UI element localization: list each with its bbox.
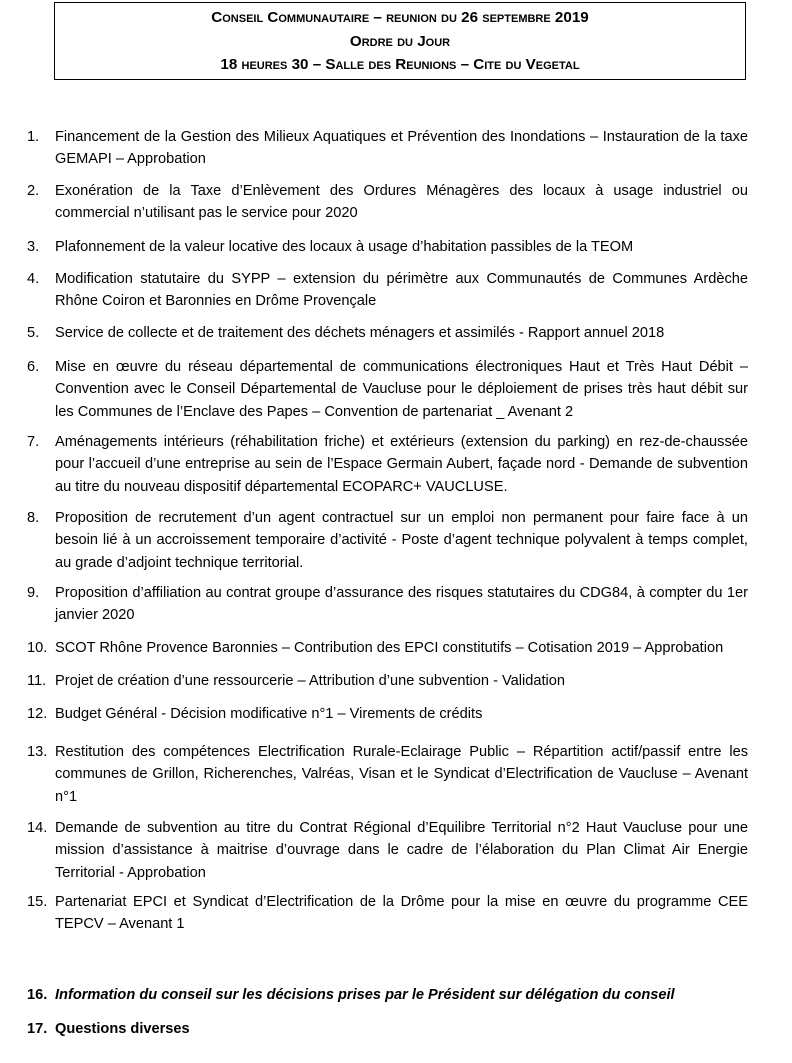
agenda-header: [54, 2, 746, 80]
meeting-time-place: 18 heures 30 – Salle des Reunions – Cite du Vegetal: [220, 56, 580, 73]
item-text: Proposition d’affiliation au contrat groupe d’assurance des risques statutaires du CDG84, à compter du 1er janvier 2020: [55, 585, 748, 624]
item-text: Service de collecte et de traitement des déchets ménagers et assimilés - Rapport annuel 2018: [55, 325, 665, 341]
agenda-item: [27, 703, 748, 725]
agenda-item: [27, 431, 748, 498]
item-text: Budget Général - Décision modificative n°1 – Virements de crédits: [55, 706, 483, 722]
item-text: Plafonnement de la valeur locative des locaux à usage d’habitation passibles de la TEOM: [55, 239, 634, 255]
item-number: 3.: [27, 239, 40, 255]
agenda-item: [27, 507, 748, 574]
item-number: 17.: [27, 1021, 48, 1037]
agenda-item: [27, 1018, 748, 1040]
item-text: Aménagements intérieurs (réhabilitation friche) et extérieurs (extension du parking) en rez-de-chaussée pour l’accueil d’une entreprise au sein de l’Espace Germain Aubert, façade nord - Demande de subvention au titre du nouveau dispositif départemental ECOPARC+ VAUCLUSE.: [55, 434, 748, 495]
agenda-item: [27, 637, 748, 659]
item-number: 8.: [27, 510, 40, 526]
item-text: Financement de la Gestion des Milieux Aquatiques et Prévention des Inondations – Instauration de la taxe GEMAPI – Approbation: [55, 129, 748, 168]
meeting-title: Conseil Communautaire – reunion du 26 septembre 2019: [211, 9, 589, 26]
item-number: 15.: [27, 894, 48, 910]
item-number: 7.: [27, 434, 40, 450]
item-number: 16.: [27, 987, 48, 1003]
item-text: Partenariat EPCI et Syndicat d’Electrification de la Drôme pour la mise en œuvre du programme CEE TEPCV – Avenant 1: [55, 894, 748, 933]
agenda-item: [27, 236, 748, 258]
agenda-title: Ordre du Jour: [349, 32, 451, 50]
item-number: 5.: [27, 325, 40, 341]
item-number: 11.: [27, 673, 47, 689]
item-text: Restitution des compétences Electrification Rurale-Eclairage Public – Répartition actif/passif entre les communes de Grillon, Richerenches, Valréas, Visan et le Syndicat d’Electrification de Vaucluse – Avenant n°1: [55, 744, 748, 805]
item-number: 10.: [27, 640, 48, 656]
agenda-item: [27, 582, 748, 627]
item-number: 13.: [27, 744, 48, 760]
agenda-item: [27, 670, 748, 692]
item-number: 9.: [27, 585, 40, 601]
item-number: 12.: [27, 706, 48, 722]
agenda-item: [27, 984, 748, 1006]
item-text: SCOT Rhône Provence Baronnies – Contribution des EPCI constitutifs – Cotisation 2019 – Approbation: [55, 640, 724, 656]
item-text: Proposition de recrutement d’un agent contractuel sur un emploi non permanent pour faire face à un besoin lié à un accroissement temporaire d’activité - Poste d’agent technique polyvalent à temps complet, au grade d’adjoint technique territorial.: [55, 510, 748, 571]
agenda-item: [27, 817, 748, 884]
item-text: Information du conseil sur les décisions prises par le Président sur délégation du conseil: [55, 987, 675, 1003]
item-text: Exonération de la Taxe d’Enlèvement des Ordures Ménagères des locaux à usage industriel ou commercial n’utilisant pas le service pour 2020: [55, 183, 748, 222]
item-number: 2.: [27, 183, 40, 199]
item-number: 1.: [27, 129, 40, 145]
agenda-item: [27, 180, 748, 225]
item-text: Mise en œuvre du réseau départemental de communications électroniques Haut et Très Haut Débit – Convention avec le Conseil Départemental de Vaucluse pour le déploiement de prises très haut débit sur les Communes de l’Enclave des Papes – Convention de partenariat _ Avenant 2: [55, 359, 748, 420]
agenda-item: [27, 891, 748, 936]
agenda-item: [27, 268, 748, 313]
item-text: Questions diverses: [55, 1021, 190, 1037]
item-number: 6.: [27, 359, 40, 375]
agenda-item: [27, 322, 748, 344]
item-number: 4.: [27, 271, 40, 287]
agenda-item: [27, 356, 748, 423]
item-text: Demande de subvention au titre du Contrat Régional d’Equilibre Territorial n°2 Haut Vaucluse pour une mission d’assistance à maitrise d’ouvrage dans le cadre de l’élaboration du Plan Climat Air Energie Territorial - Approbation: [55, 820, 748, 881]
item-number: 14.: [27, 820, 48, 836]
agenda-item: [27, 126, 748, 171]
agenda-item: [27, 741, 748, 808]
item-text: Modification statutaire du SYPP – extension du périmètre aux Communautés de Communes Ardèche Rhône Coiron et Baronnies en Drôme Provençale: [55, 271, 748, 310]
item-text: Projet de création d’une ressourcerie – Attribution d’une subvention - Validation: [55, 673, 566, 689]
